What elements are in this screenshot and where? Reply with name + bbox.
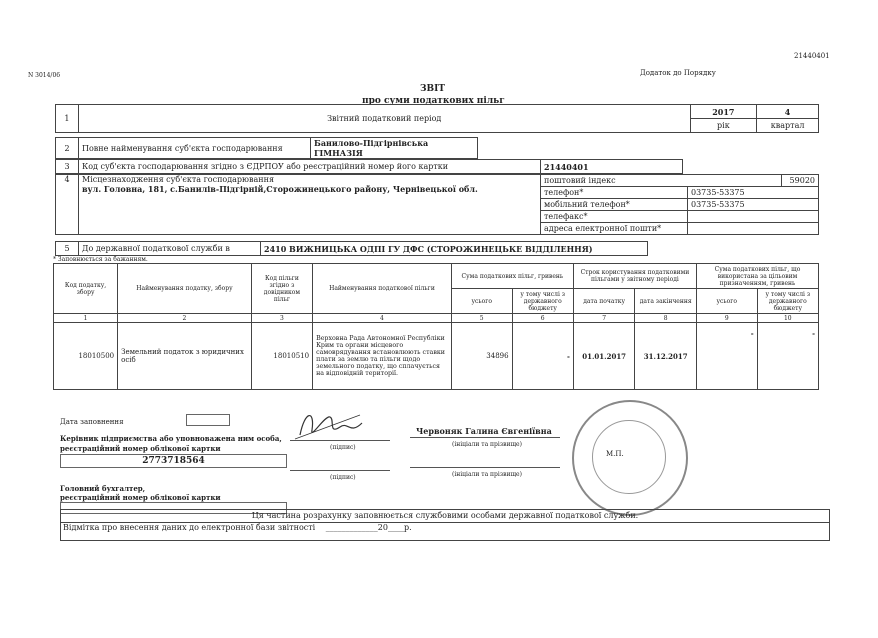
column-number: 10 (757, 314, 818, 323)
column-numbers-row (54, 314, 819, 323)
col-total: усього (451, 289, 512, 314)
head-label-2: реєстраційний номер облікової картки (60, 444, 221, 453)
acc-name-line (410, 467, 560, 468)
location-cell (79, 175, 541, 235)
form-header-table (55, 104, 819, 133)
col-tax-name: Найменування податку, збору (118, 264, 252, 314)
cell-tax-name: Земельний податок з юридичних осіб (118, 323, 252, 390)
report-form (55, 104, 819, 390)
cell-used-budget: - (757, 323, 818, 390)
name-line (410, 437, 560, 438)
sign-caption: (підпис) (330, 444, 356, 451)
period-quarter: 4 (757, 105, 819, 119)
entity-name-value: Банилово-Підгірнівська ГІМНАЗІЯ (311, 138, 478, 159)
cell-benefit-code: 18010510 (251, 323, 312, 390)
row-number: 5 (56, 242, 79, 256)
column-number: 4 (313, 314, 452, 323)
head-id-box: 2773718564 (60, 454, 287, 468)
quarter-label: квартал (757, 119, 819, 133)
column-number: 1 (54, 314, 118, 323)
table-row (54, 323, 819, 390)
col-end: дата закінчення (635, 289, 697, 314)
mp-label: М.П. (606, 450, 624, 458)
report-title: ЗВІТ (420, 84, 446, 94)
location-label: Місцезнаходження суб'єкта господарювання (82, 175, 274, 184)
sign-line (290, 440, 390, 441)
column-number: 5 (451, 314, 512, 323)
row-number: 2 (56, 138, 79, 159)
col-sum-group: Сума податкових пільг, гривень (451, 264, 573, 289)
row-number: 3 (56, 160, 79, 174)
row-number: 1 (56, 105, 79, 133)
fax-label: телефакс* (541, 211, 688, 223)
cell-total: 34896 (451, 323, 512, 390)
accountant-label-1: Головний бухгалтер, (60, 484, 146, 493)
email-value (688, 223, 819, 235)
entity-code-table (55, 159, 819, 174)
period-year: 2017 (690, 105, 757, 119)
column-number: 3 (251, 314, 312, 323)
accountant-label-2: реєстраційний номер облікової картки (60, 493, 221, 502)
official-section (60, 509, 830, 541)
mobile-value: 03735-53375 (688, 199, 819, 211)
year-label: рік (690, 119, 757, 133)
db-mark-date: _____________20____р. (325, 523, 412, 532)
appendix-note: Додаток до Порядку (640, 69, 716, 77)
cell-benefit-name: Верховна Рада Автономної Республіки Крим та органи місцевого самоврядування встановлюють ставки плати за землю та пільги щодо земельного податку, що сплачується на відповідній території. (313, 323, 452, 390)
entity-code-label: Код суб'єкта господарювання згідно з ЄДРПОУ або реєстраційний номер його картки (79, 160, 541, 174)
acc-name-caption: (ініціали та прізвище) (452, 471, 522, 478)
phone-label: телефон* (541, 187, 688, 199)
column-number: 2 (118, 314, 252, 323)
column-number: 8 (635, 314, 697, 323)
cell-tax-code: 18010500 (54, 323, 118, 390)
head-label-1: Керівник підприємства або уповноважена ним особа, (60, 434, 282, 443)
column-number: 6 (512, 314, 573, 323)
cell-end: 31.12.2017 (635, 323, 697, 390)
column-number: 7 (573, 314, 635, 323)
tax-office-table (55, 241, 819, 256)
location-address: вул. Головна, 181, с.Банилів-Підгірній,Сторожинецького району, Чернівецької обл. (82, 184, 478, 194)
col-tax-code: Код податку, збору (54, 264, 118, 314)
col-benefit-name: Найменування податкової пільги (313, 264, 452, 314)
name-caption: (ініціали та прізвище) (452, 441, 522, 448)
entity-name-table (55, 137, 819, 159)
entity-name-label: Повне найменування суб'єкта господарювання (79, 138, 311, 159)
stamp-inner-ring (592, 420, 666, 494)
head-name: Червоняк Галина Євгеніївна (416, 426, 552, 436)
period-label: Звітний податковий період (78, 105, 690, 133)
col-budget: у тому числі з державного бюджету (512, 289, 573, 314)
column-number: 9 (696, 314, 757, 323)
col-used-group: Сума податкових пільг, що використана за цільовим призначенням, гривень (696, 264, 818, 289)
cell-budget: - (512, 323, 573, 390)
acc-sign-line (290, 470, 390, 471)
document-code: 21440401 (794, 52, 830, 60)
date-label: Дата заповнення (60, 418, 124, 426)
document-reference: N 3014/06 (28, 72, 61, 79)
acc-sign-caption: (підпис) (330, 474, 356, 481)
phone-value: 03735-53375 (688, 187, 819, 199)
col-term-group: Строк користування податковими пільгами у звітному періоді (573, 264, 696, 289)
postal-label: поштовий індекс (541, 175, 782, 187)
cell-start: 01.01.2017 (573, 323, 635, 390)
col-benefit-code: Код пільги згідно з довідником пільг (251, 264, 312, 314)
date-box (186, 414, 230, 426)
row-number: 4 (56, 175, 79, 235)
signature-image (290, 405, 370, 445)
col-start: дата початку (573, 289, 635, 314)
report-subtitle: про суми податкових пільг (362, 96, 505, 106)
entity-code-value: 21440401 (541, 160, 683, 174)
tax-office-value: 2410 ВИЖНИЦЬКА ОДПІ ГУ ДФС (СТОРОЖИНЕЦЬКЕ ВІДДІЛЕННЯ) (261, 242, 648, 256)
postal-value: 59020 (782, 175, 819, 187)
fax-value (688, 211, 819, 223)
col-used-budget: у тому числі з державного бюджету (757, 289, 818, 314)
mobile-label: мобільний телефон* (541, 199, 688, 211)
db-mark-label: Відмітка про внесення даних до електронної бази звітності (63, 523, 316, 532)
cell-used-total: - (696, 323, 757, 390)
official-note: Ця частина розрахунку заповнюється службовими особами державної податкової служби. (251, 511, 639, 520)
location-table (55, 174, 819, 235)
email-label: адреса електронної пошти* (541, 223, 688, 235)
tax-office-label: До державної податкової служби в (79, 242, 261, 256)
optional-note: * Заповнюється за бажанням. (53, 256, 148, 263)
col-used-total: усього (696, 289, 757, 314)
benefits-table (53, 263, 819, 390)
